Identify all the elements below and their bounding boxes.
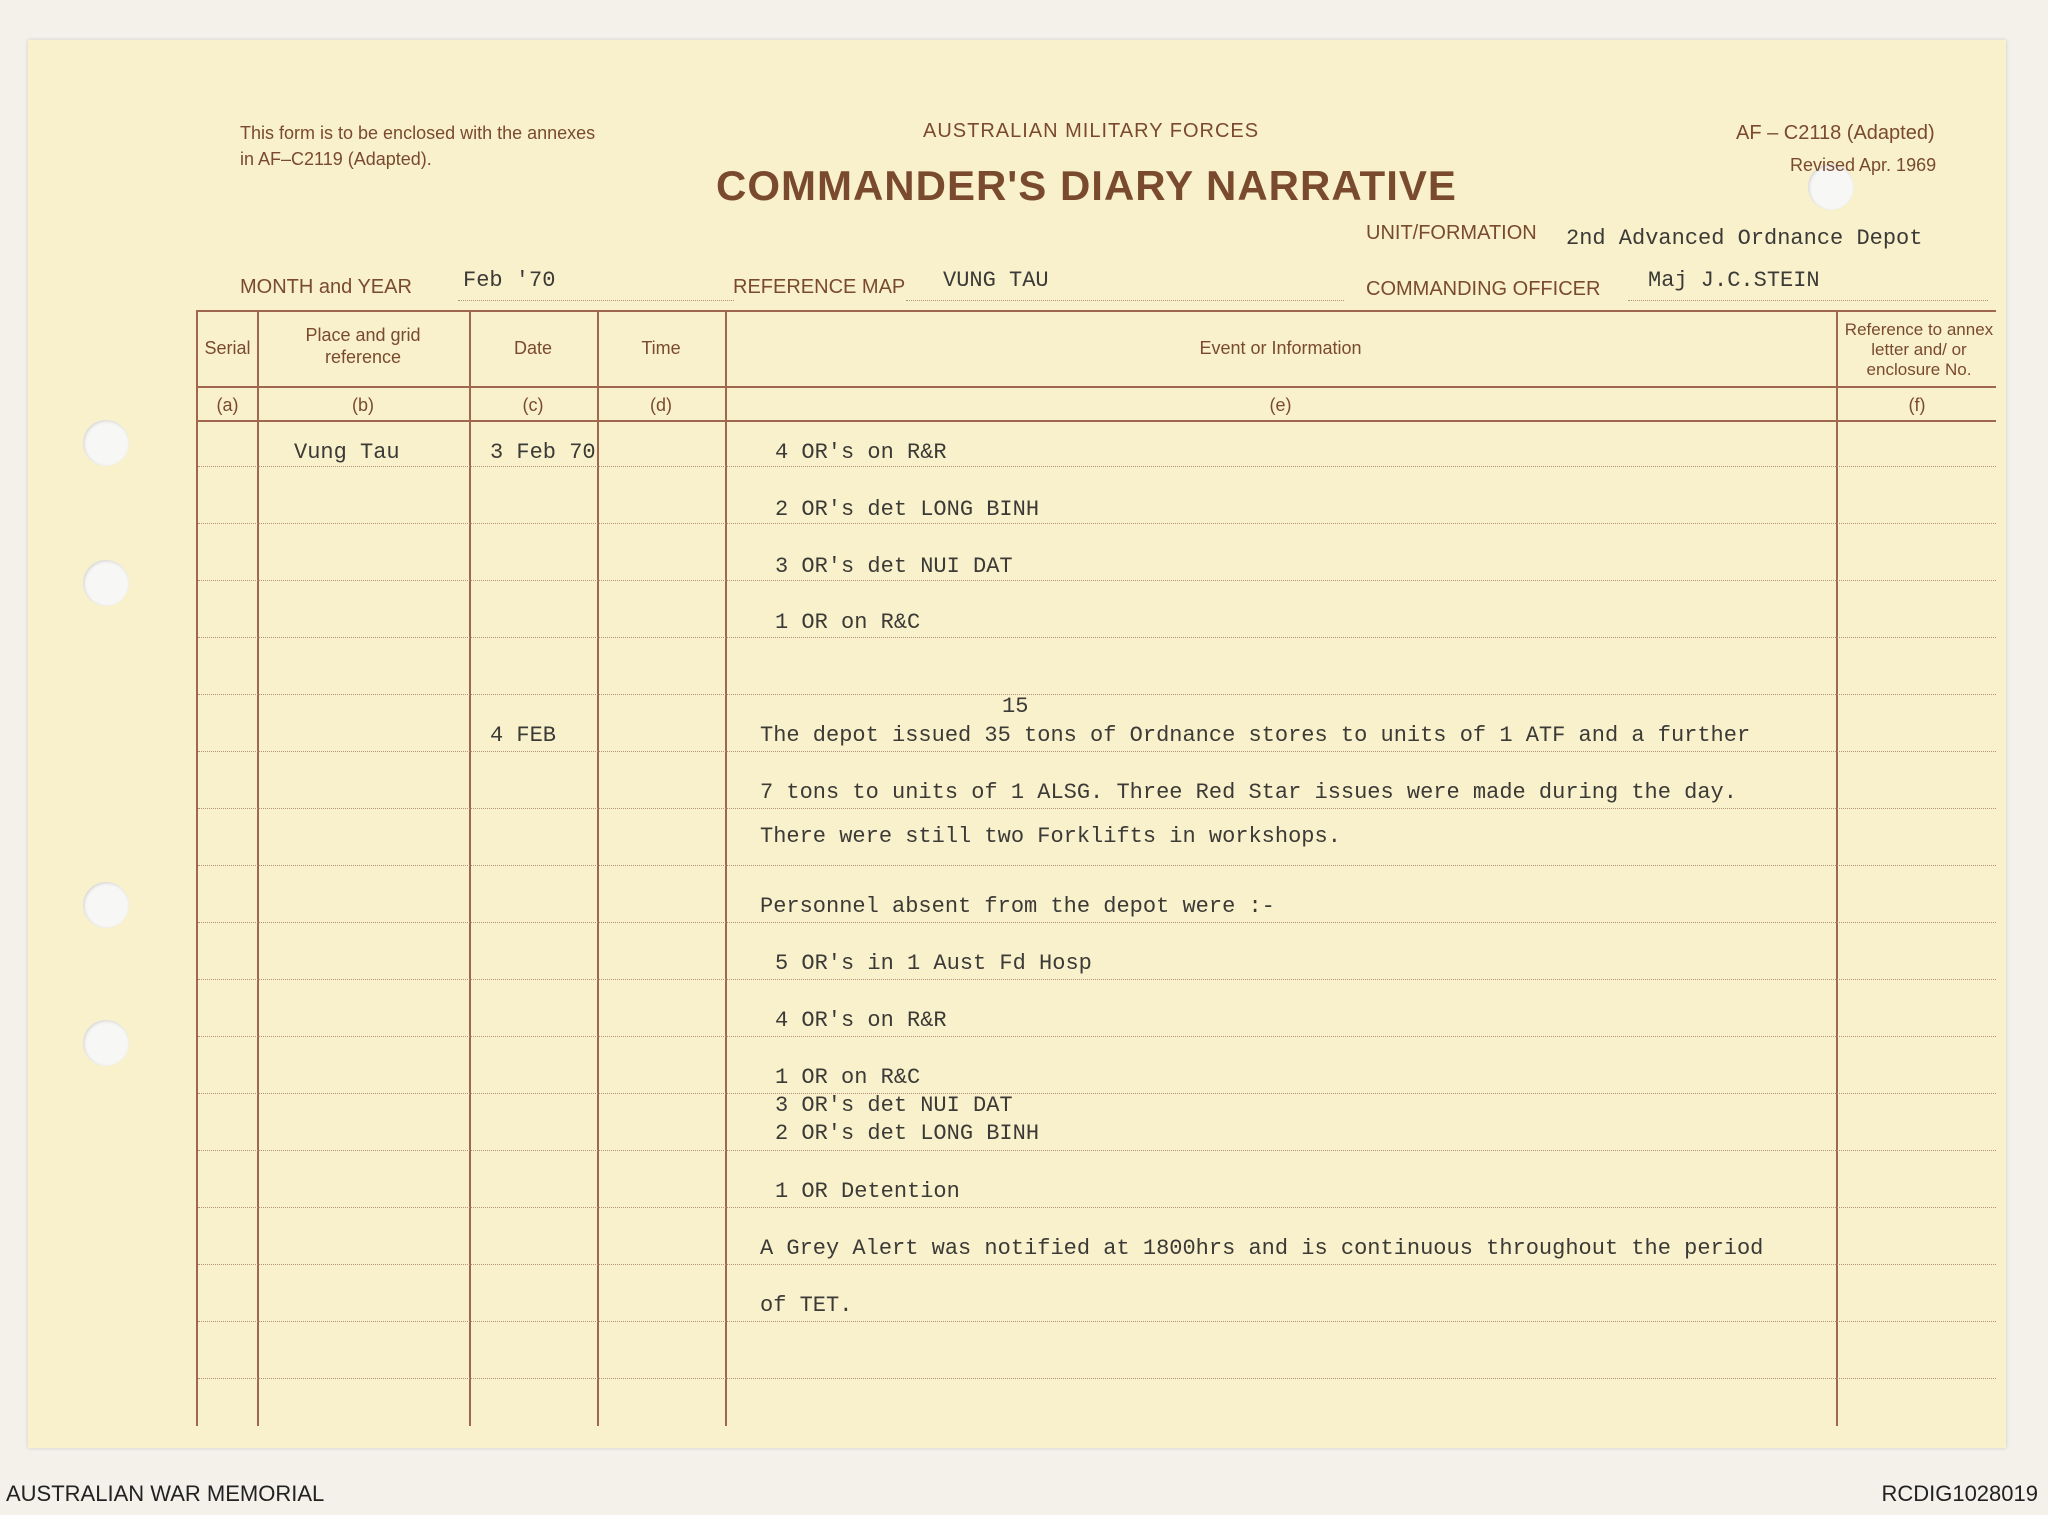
- event-line: 1 OR on R&C: [775, 610, 921, 635]
- ruled-line: [198, 1378, 1996, 1379]
- col-code-e: (e): [1269, 395, 1292, 415]
- event-line: 5 OR's in 1 Aust Fd Hosp: [775, 951, 1092, 976]
- ruled-line: [198, 580, 1996, 581]
- event-line: 3 OR's det NUI DAT: [775, 1093, 1013, 1118]
- ruled-line: [198, 1036, 1996, 1037]
- ruled-line: [198, 466, 1996, 467]
- entry-place-1: Vung Tau: [294, 440, 400, 465]
- event-line: There were still two Forklifts in workshops.: [760, 824, 1341, 849]
- punch-hole-1: [83, 420, 129, 466]
- forces-heading: AUSTRALIAN MILITARY FORCES: [923, 120, 1260, 142]
- col-code-c: (c): [522, 395, 544, 415]
- event-line: 2 OR's det LONG BINH: [775, 497, 1040, 522]
- ruled-line: [198, 694, 1996, 695]
- ruled-line: [198, 865, 1996, 866]
- month-label: MONTH and YEAR: [240, 276, 412, 298]
- co-value: Maj J.C.STEIN: [1648, 268, 1820, 293]
- event-line: 1 OR on R&C: [775, 1065, 921, 1090]
- ruled-line: [198, 523, 1996, 524]
- ruled-line: [198, 1321, 1996, 1322]
- ruled-line: [198, 922, 1996, 923]
- entry-date-2: 4 FEB: [490, 723, 557, 748]
- col-code-f: (f): [1908, 395, 1926, 415]
- unit-label: UNIT/FORMATION: [1366, 222, 1537, 244]
- reference-map-value: VUNG TAU: [943, 268, 1049, 293]
- event-line: 4 OR's on R&R: [775, 1008, 947, 1033]
- ruled-line: [198, 1207, 1996, 1208]
- event-line: 2 OR's det LONG BINH: [775, 1121, 1040, 1146]
- event-line: A Grey Alert was notified at 1800hrs and is continuous throughout the period: [760, 1236, 1764, 1261]
- col-header-date: Date: [513, 338, 553, 358]
- unit-value: 2nd Advanced Ordnance Depot: [1566, 226, 1923, 251]
- ruled-line: [198, 751, 1996, 752]
- event-line: 1 OR Detention: [775, 1179, 960, 1204]
- event-line: 4 OR's on R&R: [775, 440, 947, 465]
- col-header-event: Event or Information: [1199, 338, 1362, 358]
- punch-hole-4: [83, 1020, 129, 1066]
- event-line: 7 tons to units of 1 ALSG. Three Red Star issues were made during the day.: [760, 780, 1737, 805]
- event-correction: 15: [1002, 694, 1029, 719]
- entry-date-1: 3 Feb 70: [490, 440, 596, 465]
- form-number: AF – C2118 (Adapted): [1736, 122, 1935, 144]
- col-header-place: Place and grid reference: [305, 325, 421, 367]
- punch-hole-2: [83, 560, 129, 606]
- reference-map-label: REFERENCE MAP: [733, 276, 906, 298]
- ruled-line: [198, 979, 1996, 980]
- page-title: COMMANDER'S DIARY NARRATIVE: [716, 162, 1457, 209]
- ruled-line: [198, 637, 1996, 638]
- enclosure-note: This form is to be enclosed with the annexes in AF–C2119 (Adapted).: [240, 123, 596, 169]
- co-label: COMMANDING OFFICER: [1366, 278, 1601, 300]
- punch-hole-3: [83, 882, 129, 928]
- col-code-a: (a): [216, 395, 239, 415]
- col-code-d: (d): [650, 395, 672, 415]
- month-value: Feb '70: [463, 268, 556, 293]
- ruled-line: [198, 1264, 1996, 1265]
- revision-date: Revised Apr. 1969: [1790, 155, 1937, 175]
- event-line: The depot issued 35 tons of Ordnance stores to units of 1 ATF and a further: [760, 723, 1751, 748]
- ruled-line: [198, 1093, 1996, 1094]
- col-header-serial: Serial: [204, 338, 251, 358]
- col-header-reference: Reference to annex letter and/ or enclosure No.: [1844, 320, 1994, 379]
- col-header-time: Time: [641, 338, 681, 358]
- event-line: Personnel absent from the depot were :-: [760, 894, 1275, 919]
- ruled-line: [198, 1150, 1996, 1151]
- ruled-line: [198, 808, 1996, 809]
- footer-record-id: RCDIG1028019: [1881, 1481, 2038, 1506]
- event-line: of TET.: [760, 1293, 853, 1318]
- col-code-b: (b): [352, 395, 374, 415]
- event-line: 3 OR's det NUI DAT: [775, 554, 1013, 579]
- diary-form-page: [28, 40, 2006, 1448]
- footer-institution: AUSTRALIAN WAR MEMORIAL: [6, 1481, 325, 1506]
